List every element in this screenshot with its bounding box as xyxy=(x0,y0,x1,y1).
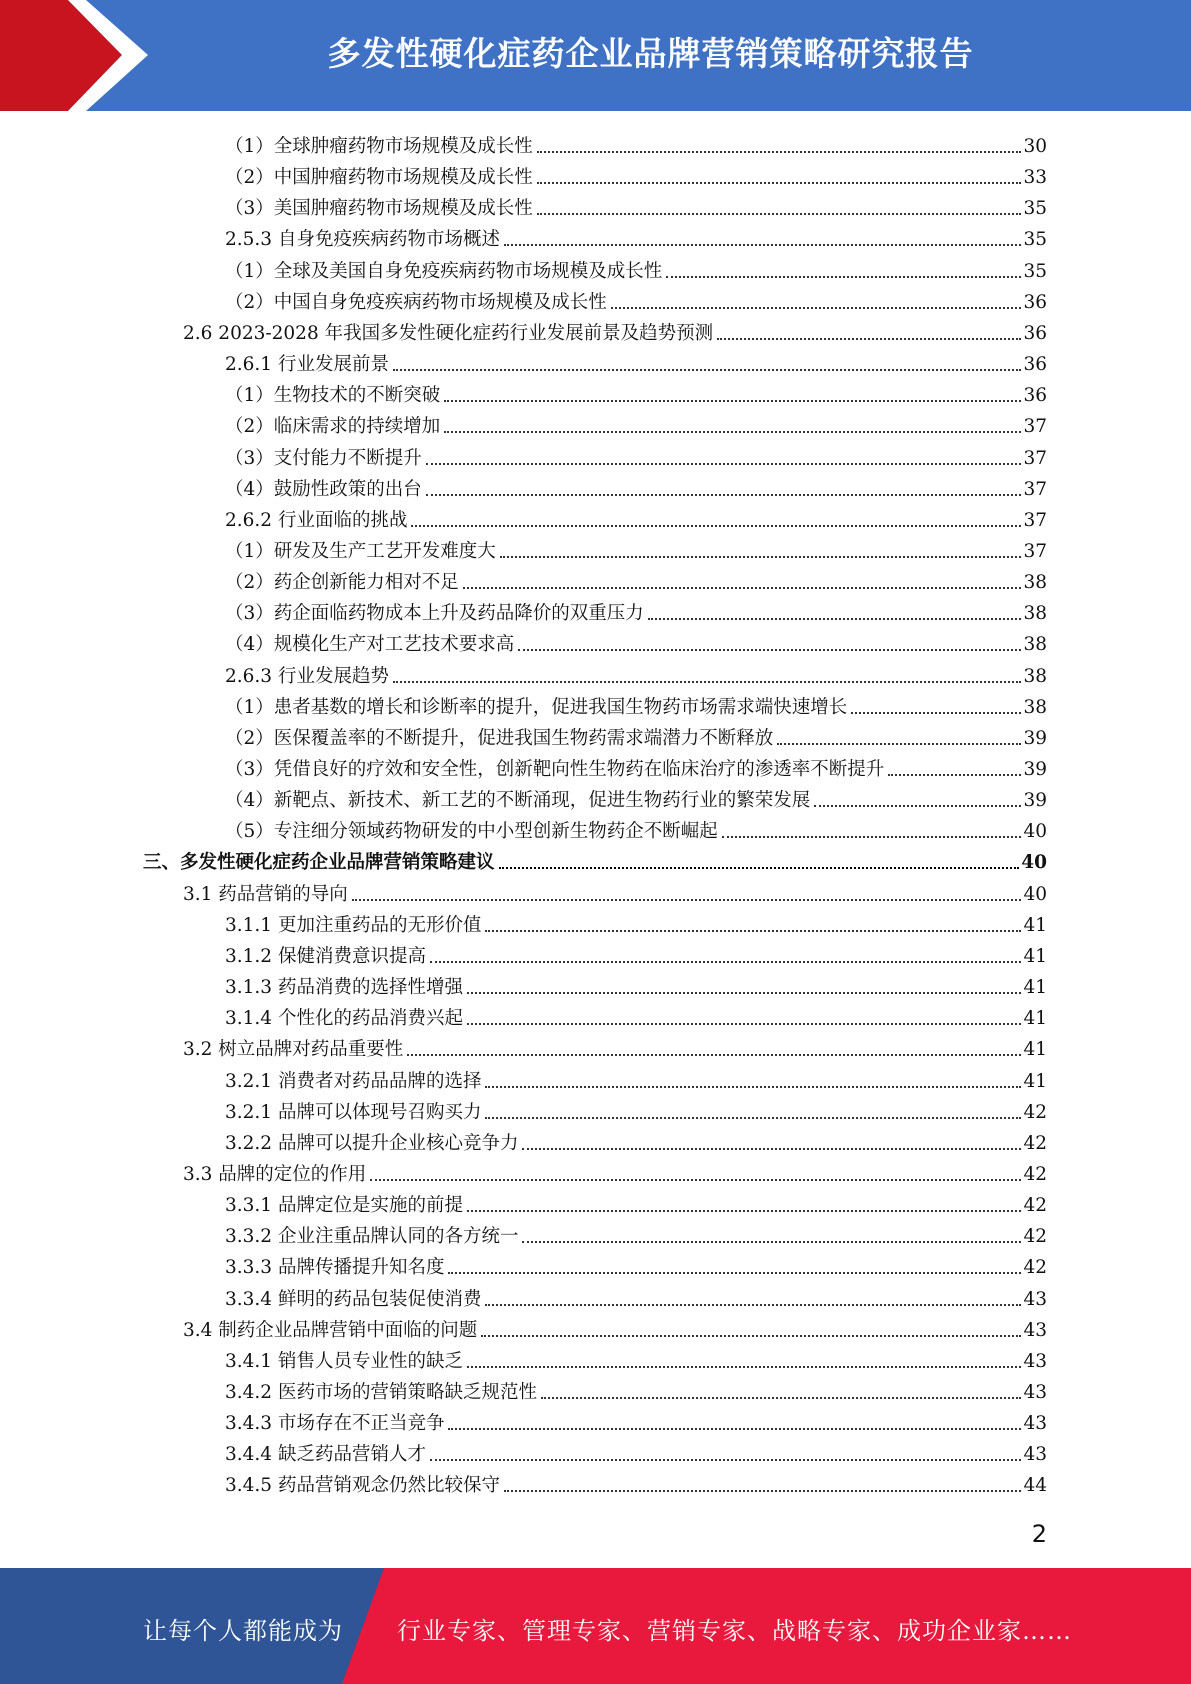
toc-entry-title: 3.4.1 销售人员专业性的缺乏 xyxy=(225,1350,463,1372)
toc-entry-page: 36 xyxy=(1023,322,1047,344)
toc-dot-leader xyxy=(467,1022,1021,1025)
toc-dot-leader xyxy=(518,648,1021,651)
toc-entry-title: 3.2.1 品牌可以体现号召购买力 xyxy=(225,1101,482,1123)
toc-entry-title: 三、多发性硬化症药企业品牌营销策略建议 xyxy=(143,852,495,874)
toc-entry-title: （2）医保覆盖率的不断提升，促进我国生物药需求端潜力不断释放 xyxy=(225,727,774,749)
toc-entry-title: 2.5.3 自身免疫疾病药物市场概述 xyxy=(225,229,500,251)
toc-dot-leader xyxy=(467,1365,1021,1368)
toc-dot-leader xyxy=(648,617,1022,620)
toc-entry[interactable] xyxy=(225,252,1047,283)
toc-dot-leader xyxy=(814,804,1021,807)
toc-dot-leader xyxy=(444,430,1021,433)
toc-entry[interactable] xyxy=(225,407,1047,438)
toc-dot-leader xyxy=(504,1489,1021,1492)
toc-entry-title: 3.1.4 个性化的药品消费兴起 xyxy=(225,1008,463,1030)
toc-entry-title: 3.1 药品营销的导向 xyxy=(183,883,348,905)
toc-entry[interactable] xyxy=(225,345,1047,376)
toc-dot-leader xyxy=(370,1178,1021,1181)
toc-dot-leader xyxy=(485,1303,1021,1306)
toc-entry-page: 37 xyxy=(1023,447,1047,469)
toc-entry-page: 41 xyxy=(1023,977,1047,999)
toc-entry-title: 3.2.1 消费者对药品品牌的选择 xyxy=(225,1070,482,1092)
toc-entry[interactable] xyxy=(225,625,1047,656)
toc-entry-title: （4）鼓励性政策的出台 xyxy=(225,478,422,500)
toc-entry-title: 3.4.4 缺乏药品营销人才 xyxy=(225,1444,426,1466)
toc-entry-title: （4）规模化生产对工艺技术要求高 xyxy=(225,634,515,656)
toc-entry-title: 3.3 品牌的定位的作用 xyxy=(183,1163,367,1185)
toc-entry-page: 41 xyxy=(1023,1039,1047,1061)
toc-entry-title: 3.4.2 医药市场的营销策略缺乏规范性 xyxy=(225,1382,537,1403)
toc-entry-page: 41 xyxy=(1023,914,1047,936)
toc-entry-title: 3.3.1 品牌定位是实施的前提 xyxy=(225,1195,463,1217)
toc-dot-leader xyxy=(393,680,1021,683)
toc-dot-leader xyxy=(851,711,1021,714)
toc-entry-title: 3.2 树立品牌对药品重要性 xyxy=(183,1039,404,1061)
toc-entry[interactable] xyxy=(225,812,1047,843)
toc-entry-page: 43 xyxy=(1023,1382,1047,1403)
toc-entry-page: 40 xyxy=(1021,852,1047,874)
toc-entry-page: 43 xyxy=(1023,1319,1047,1341)
toc-entry[interactable] xyxy=(225,532,1047,563)
footer-slogan-right: 行业专家、管理专家、营销专家、战略专家、成功企业家…… xyxy=(397,1617,1072,1645)
toc-entry-page: 40 xyxy=(1023,883,1047,905)
toc-dot-leader xyxy=(485,1116,1021,1119)
toc-entry-page: 42 xyxy=(1023,1101,1047,1123)
toc-entry-title: （2）药企创新能力相对不足 xyxy=(225,572,459,594)
toc-entry[interactable] xyxy=(183,1311,1047,1342)
toc-entry-title: （3）美国肿瘤药物市场规模及成长性 xyxy=(225,198,533,220)
toc-entry-page: 44 xyxy=(1023,1475,1047,1497)
toc-entry-page: 36 xyxy=(1023,291,1047,313)
toc-entry-page: 40 xyxy=(1023,821,1047,843)
toc-entry[interactable] xyxy=(225,501,1047,532)
toc-dot-leader xyxy=(541,1396,1021,1399)
toc-dot-leader xyxy=(666,275,1021,278)
toc-entry-page: 37 xyxy=(1023,416,1047,438)
toc-entry-title: 3.1.1 更加注重药品的无形价值 xyxy=(225,914,482,936)
toc-entry-title: （2）中国肿瘤药物市场规模及成长性 xyxy=(225,167,533,189)
toc-entry[interactable] xyxy=(225,968,1047,999)
toc-entry[interactable] xyxy=(183,1155,1047,1186)
toc-entry-page: 36 xyxy=(1023,354,1047,376)
toc-dot-leader xyxy=(888,773,1021,776)
toc-entry[interactable] xyxy=(225,1466,1047,1497)
toc-entry[interactable] xyxy=(225,937,1047,968)
toc-entry-page: 42 xyxy=(1023,1163,1047,1185)
toc-entry-page: 41 xyxy=(1023,1070,1047,1092)
toc-dot-leader xyxy=(393,368,1021,371)
toc-entry[interactable] xyxy=(225,1342,1047,1373)
toc-entry[interactable] xyxy=(225,1217,1047,1248)
toc-dot-leader xyxy=(717,337,1021,340)
toc-entry[interactable] xyxy=(225,781,1047,812)
toc-entry-title: （1）生物技术的不断突破 xyxy=(225,385,441,407)
toc-dot-leader xyxy=(430,1458,1021,1461)
toc-entry-page: 39 xyxy=(1023,759,1047,780)
toc-entry-page: 38 xyxy=(1023,696,1047,718)
toc-entry[interactable] xyxy=(225,283,1047,314)
toc-entry-page: 43 xyxy=(1023,1350,1047,1372)
toc-dot-leader xyxy=(485,929,1021,932)
toc-entry[interactable] xyxy=(225,750,1047,781)
toc-entry[interactable] xyxy=(225,1280,1047,1311)
toc-entry-page: 38 xyxy=(1023,634,1047,656)
toc-entry-page: 38 xyxy=(1023,603,1047,625)
toc-entry-title: （1）患者基数的增长和诊断率的提升，促进我国生物药市场需求端快速增长 xyxy=(225,696,848,718)
page-header xyxy=(0,0,1191,111)
toc-entry-title: 3.4 制药企业品牌营销中面临的问题 xyxy=(183,1319,478,1341)
toc-entry-title: （2）中国自身免疫疾病药物市场规模及成长性 xyxy=(225,291,607,313)
toc-entry[interactable] xyxy=(225,439,1047,470)
toc-entry-title: 2.6.1 行业发展前景 xyxy=(225,354,389,376)
toc-dot-leader xyxy=(463,586,1022,589)
toc-dot-leader xyxy=(448,1271,1021,1274)
toc-dot-leader xyxy=(426,462,1022,465)
footer-slogan-left: 让每个人都能成为 xyxy=(143,1617,343,1645)
toc-entry[interactable] xyxy=(225,376,1047,407)
toc-entry[interactable] xyxy=(225,719,1047,750)
toc-dot-leader xyxy=(411,524,1021,527)
toc-entry-page: 39 xyxy=(1023,727,1047,749)
toc-entry-title: 3.2.2 品牌可以提升企业核心竞争力 xyxy=(225,1132,519,1154)
toc-entry-title: 3.4.5 药品营销观念仍然比较保守 xyxy=(225,1475,500,1497)
toc-dot-leader xyxy=(500,555,1022,558)
toc-entry-title: （3）凭借良好的疗效和安全性，创新靶向性生物药在临床治疗的渗透率不断提升 xyxy=(225,759,885,780)
toc-entry-title: （2）临床需求的持续增加 xyxy=(225,416,441,438)
toc-entry[interactable] xyxy=(225,1435,1047,1466)
toc-entry[interactable] xyxy=(225,1124,1047,1155)
toc-entry-title: 3.1.2 保健消费意识提高 xyxy=(225,945,426,967)
toc-dot-leader xyxy=(722,835,1022,838)
toc-entry-page: 43 xyxy=(1023,1413,1047,1435)
toc-entry-page: 41 xyxy=(1023,1008,1047,1030)
toc-entry[interactable] xyxy=(183,314,1047,345)
toc-dot-leader xyxy=(448,1427,1021,1430)
toc-entry-title: 3.4.3 市场存在不正当竞争 xyxy=(225,1413,445,1435)
toc-dot-leader xyxy=(504,243,1021,246)
toc-entry[interactable] xyxy=(225,1248,1047,1279)
toc-entry-page: 30 xyxy=(1023,136,1047,157)
toc-entry-title: 3.1.3 药品消费的选择性增强 xyxy=(225,977,463,999)
toc-dot-leader xyxy=(522,1147,1021,1150)
toc-dot-leader xyxy=(537,150,1022,153)
toc-entry-page: 38 xyxy=(1023,665,1047,687)
toc-entry-title: （3）支付能力不断提升 xyxy=(225,447,422,469)
toc-entry-title: （1）全球肿瘤药物市场规模及成长性 xyxy=(225,136,533,157)
toc-entry[interactable] xyxy=(225,906,1047,937)
toc-dot-leader xyxy=(426,493,1022,496)
toc-entry[interactable] xyxy=(225,220,1047,251)
toc-entry-title: 3.3.3 品牌传播提升知名度 xyxy=(225,1257,445,1279)
toc-entry[interactable] xyxy=(225,470,1047,501)
toc-entry-page: 35 xyxy=(1023,198,1047,220)
toc-entry-page: 42 xyxy=(1023,1226,1047,1248)
toc-entry-page: 37 xyxy=(1023,478,1047,500)
toc-entry[interactable] xyxy=(225,594,1047,625)
toc-entry-title: （5）专注细分领域药物研发的中小型创新生物药企不断崛起 xyxy=(225,821,718,843)
toc-dot-leader xyxy=(485,1085,1021,1088)
toc-dot-leader xyxy=(467,1209,1021,1212)
toc-dot-leader xyxy=(499,866,1020,869)
report-title: 多发性硬化症药企业品牌营销策略研究报告 xyxy=(327,34,974,73)
toc-entry[interactable] xyxy=(225,1093,1047,1124)
toc-dot-leader xyxy=(430,960,1021,963)
toc-entry-page: 38 xyxy=(1023,572,1047,594)
toc-entry-page: 35 xyxy=(1023,229,1047,251)
toc-entry-page: 35 xyxy=(1023,260,1047,282)
toc-entry[interactable] xyxy=(225,1373,1047,1404)
toc-entry[interactable] xyxy=(225,657,1047,688)
toc-entry[interactable] xyxy=(225,1186,1047,1217)
toc-entry-page: 41 xyxy=(1023,945,1047,967)
toc-dot-leader xyxy=(537,181,1022,184)
toc-entry-title: 2.6.2 行业面临的挑战 xyxy=(225,509,408,531)
toc-entry-page: 42 xyxy=(1023,1132,1047,1154)
toc-dot-leader xyxy=(522,1240,1021,1243)
toc-entry[interactable] xyxy=(225,688,1047,719)
toc-entry-title: （1）研发及生产工艺开发难度大 xyxy=(225,540,496,562)
page-footer xyxy=(0,1568,1191,1684)
toc-entry-page: 42 xyxy=(1023,1257,1047,1279)
toc-entry[interactable] xyxy=(183,875,1047,906)
toc-entry-page: 39 xyxy=(1023,790,1047,812)
toc-entry[interactable] xyxy=(183,1030,1047,1061)
toc-entry-title: 3.3.2 企业注重品牌认同的各方统一 xyxy=(225,1226,519,1248)
toc-entry-page: 37 xyxy=(1023,540,1047,562)
toc-entry[interactable] xyxy=(225,1062,1047,1093)
toc-entry-page: 36 xyxy=(1023,385,1047,407)
toc-entry[interactable] xyxy=(143,843,1047,874)
toc-entry-title: （4）新靶点、新技术、新工艺的不断涌现，促进生物药行业的繁荣发展 xyxy=(225,790,811,812)
toc-entry-page: 43 xyxy=(1023,1444,1047,1466)
toc-entry[interactable] xyxy=(225,999,1047,1030)
toc-entry-page: 43 xyxy=(1023,1288,1047,1310)
toc-dot-leader xyxy=(611,306,1022,309)
toc-dot-leader xyxy=(467,991,1021,994)
toc-dot-leader xyxy=(537,212,1022,215)
toc-dot-leader xyxy=(407,1053,1021,1056)
toc-entry-title: 2.6.3 行业发展趋势 xyxy=(225,665,389,687)
toc-dot-leader xyxy=(352,898,1022,901)
toc-entry-page: 37 xyxy=(1023,509,1047,531)
toc-entry[interactable] xyxy=(225,563,1047,594)
page-number: 2 xyxy=(1031,1520,1047,1548)
toc-entry-title: （3）药企面临药物成本上升及药品降价的双重压力 xyxy=(225,603,644,625)
toc-entry-title: 3.3.4 鲜明的药品包装促使消费 xyxy=(225,1288,482,1310)
toc-entry-page: 33 xyxy=(1023,167,1047,189)
toc-entry-page: 42 xyxy=(1023,1195,1047,1217)
toc-dot-leader xyxy=(777,742,1021,745)
toc-dot-leader xyxy=(481,1334,1021,1337)
toc-entry[interactable] xyxy=(225,1404,1047,1435)
toc-entry-title: （1）全球及美国自身免疫疾病药物市场规模及成长性 xyxy=(225,260,663,282)
toc-entry[interactable] xyxy=(225,127,1047,158)
toc-entry-title: 2.6 2023-2028 年我国多发性硬化症药行业发展前景及趋势预测 xyxy=(183,322,714,344)
toc-dot-leader xyxy=(444,399,1021,402)
toc-entry[interactable] xyxy=(225,189,1047,220)
toc-entry[interactable] xyxy=(225,158,1047,189)
